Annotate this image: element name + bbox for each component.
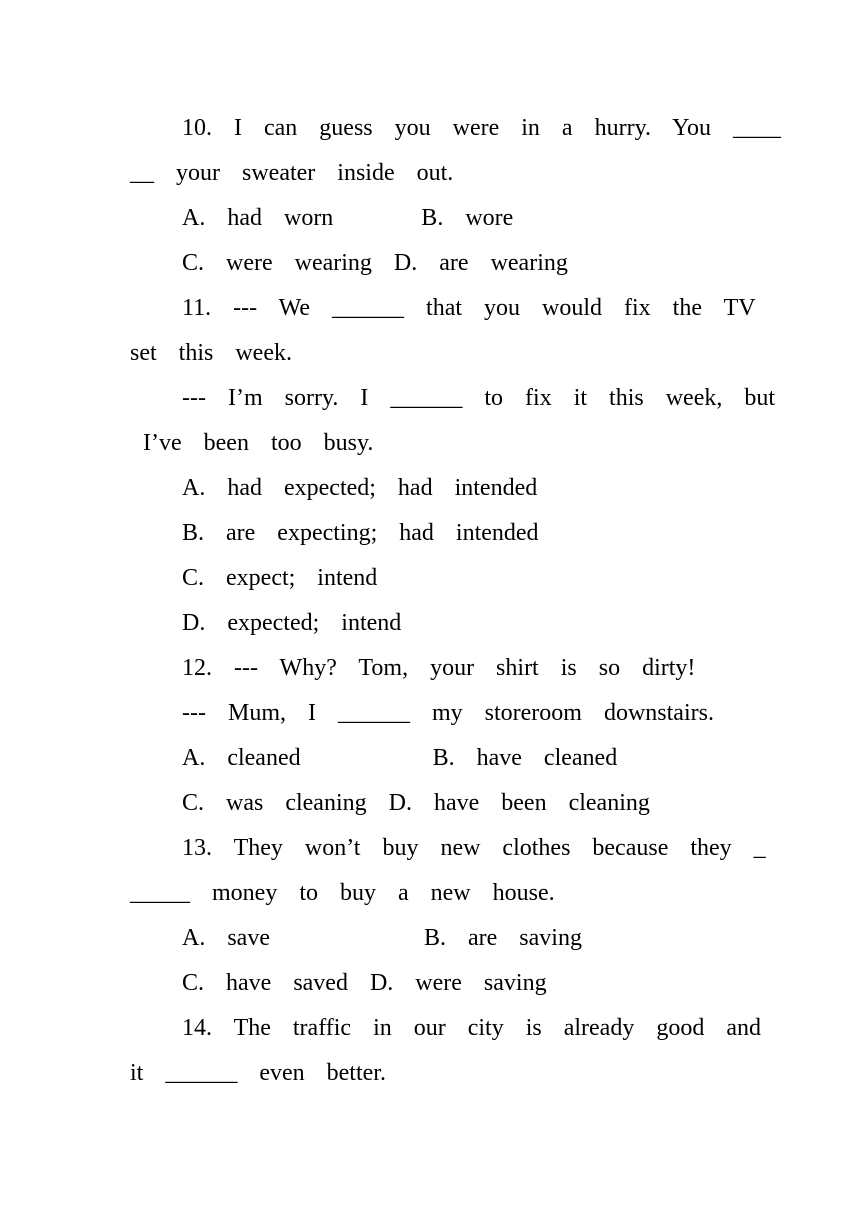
question-13-stem: 13. They won’t buy new clothes because they _ [182,835,766,861]
question-10-stem: 10. I can guess you were in a hurry. You ____ [182,115,782,141]
question-14-stem: 14. The traffic in our city is already good and [182,1015,761,1041]
question-11-option-d: D. expected; intend [182,610,402,636]
question-12-options-cd: C. was cleaning D. have been cleaning [182,790,650,816]
question-12-options-ab: A. cleaned B. have cleaned [182,745,618,771]
question-13-options-cd: C. have saved D. were saving [182,970,547,996]
question-10-options-ab: A. had worn B. wore [182,205,514,231]
question-14-stem-continued: it ______ even better. [130,1060,386,1086]
question-13-stem-continued: _____ money to buy a new house. [130,880,555,906]
question-11-option-a: A. had expected; had intended [182,475,538,501]
question-12-stem: 12. --- Why? Tom, your shirt is so dirty! [182,655,696,681]
question-11-stem-continued: set this week. [130,340,292,366]
question-11-reply: --- I’m sorry. I ______ to fix it this week, but [182,385,776,411]
question-10-stem-continued: __ your sweater inside out. [130,160,454,186]
question-11-reply-continued: I’ve been too busy. [143,430,374,456]
question-11-option-b: B. are expecting; had intended [182,520,539,546]
question-12-reply: --- Mum, I ______ my storeroom downstairs. [182,700,714,726]
question-13-options-ab: A. save B. are saving [182,925,582,951]
question-11-option-c: C. expect; intend [182,565,378,591]
question-10-options-cd: C. were wearing D. are wearing [182,250,568,276]
question-11-stem: 11. --- We ______ that you would fix the TV [182,295,756,321]
